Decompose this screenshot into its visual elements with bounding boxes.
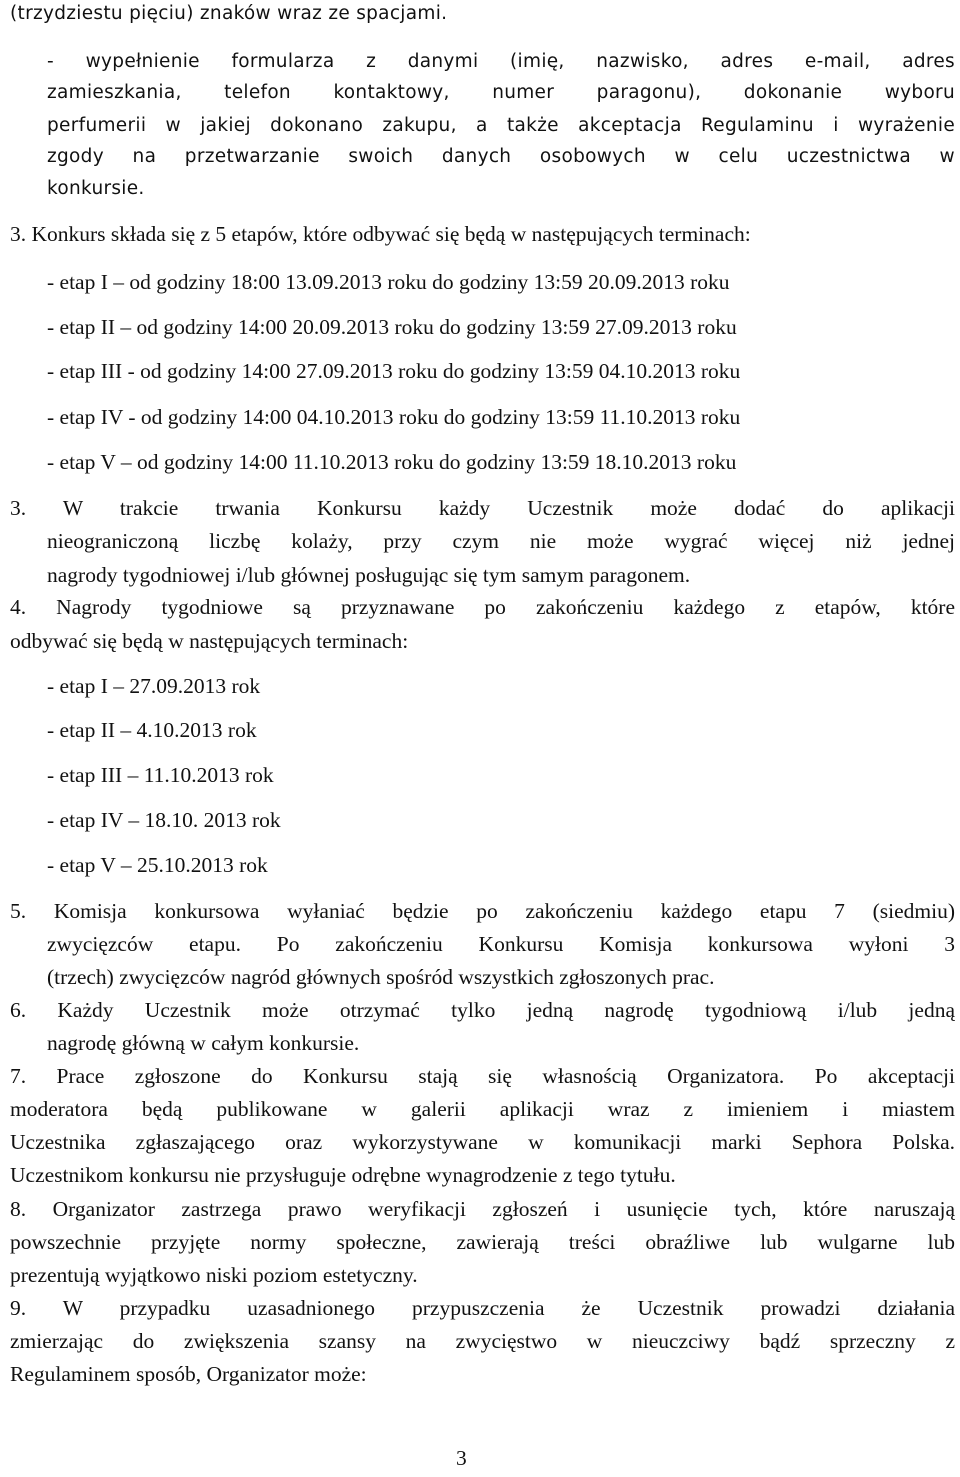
text-line: zmierzając do zwiększenia szansy na zwycięstwo w nieuczciwy bądź sprzeczny z — [10, 1329, 955, 1353]
text-line: Uczestnikom konkursu nie przysługuje odrębne wynagrodzenie z tego tytułu. — [10, 1163, 676, 1187]
text-line: - etap III – 11.10.2013 rok — [47, 763, 274, 787]
text-line: moderatora będą publikowane w galerii aplikacji wraz z imieniem i miastem — [10, 1097, 955, 1121]
text-line: 8. Organizator zastrzega prawo weryfikacji zgłoszeń i usunięcie tych, które naruszają — [10, 1197, 955, 1221]
text-line: - etap I – 27.09.2013 rok — [47, 674, 261, 698]
text-line: zgody na przetwarzanie swoich danych osobowych w celu uczestnictwa w — [47, 146, 955, 167]
text-line: Uczestnika zgłaszającego oraz wykorzystywane w komunikacji marki Sephora Polska. — [10, 1130, 955, 1154]
text-line: - etap IV - od godziny 14:00 04.10.2013 roku do godziny 13:59 11.10.2013 roku — [47, 405, 741, 429]
text-line: powszechnie przyjęte normy społeczne, zawierają treści obraźliwe lub wulgarne lub — [10, 1230, 955, 1254]
text-line: - etap II – od godziny 14:00 20.09.2013 roku do godziny 13:59 27.09.2013 roku — [47, 315, 737, 339]
text-line: prezentują wyjątkowo niski poziom estetyczny. — [10, 1263, 418, 1287]
text-line: nagrodę główną w całym konkursie. — [47, 1031, 360, 1055]
text-line: konkursie. — [47, 178, 145, 199]
text-line: (trzech) zwycięzców nagród głównych spośród wszystkich zgłoszonych prac. — [47, 965, 715, 989]
text-line: odbywać się będą w następujących terminach: — [10, 629, 409, 653]
text-line: - etap V – od godziny 14:00 11.10.2013 roku do godziny 13:59 18.10.2013 roku — [47, 450, 737, 474]
text-line: 3. W trakcie trwania Konkursu każdy Uczestnik może dodać do aplikacji — [10, 496, 955, 520]
page-number: 3 — [456, 1446, 467, 1470]
text-line: perfumerii w jakiej dokonano zakupu, a także akceptacja Regulaminu i wyrażenie — [47, 115, 955, 136]
text-line: - etap IV – 18.10. 2013 rok — [47, 808, 281, 832]
text-line: (trzydziestu pięciu) znaków wraz ze spacjami. — [10, 3, 448, 24]
text-line: - wypełnienie formularza z danymi (imię, nazwisko, adres e-mail, adres — [47, 51, 955, 72]
text-line: Regulaminem sposób, Organizator może: — [10, 1362, 367, 1386]
text-line: 3. Konkurs składa się z 5 etapów, które odbywać się będą w następujących terminach: — [10, 222, 751, 246]
text-line: - etap I – od godziny 18:00 13.09.2013 roku do godziny 13:59 20.09.2013 roku — [47, 270, 730, 294]
text-line: 9. W przypadku uzasadnionego przypuszczenia że Uczestnik prowadzi działania — [10, 1296, 955, 1320]
text-line: 4. Nagrody tygodniowe są przyznawane po zakończeniu każdego z etapów, które — [10, 595, 955, 619]
text-line: 6. Każdy Uczestnik może otrzymać tylko jedną nagrodę tygodniową i/lub jedną — [10, 998, 955, 1022]
text-line: nagrody tygodniowej i/lub głównej posługując się tym samym paragonem. — [47, 563, 691, 587]
text-line: zwycięzców etapu. Po zakończeniu Konkursu Komisja konkursowa wyłoni 3 — [47, 932, 955, 956]
text-line: - etap II – 4.10.2013 rok — [47, 718, 257, 742]
text-line: nieograniczoną liczbę kolaży, przy czym nie może wygrać więcej niż jednej — [47, 529, 955, 553]
text-line: - etap III - od godziny 14:00 27.09.2013 roku do godziny 13:59 04.10.2013 roku — [47, 359, 741, 383]
text-line: 5. Komisja konkursowa wyłaniać będzie po zakończeniu każdego etapu 7 (siedmiu) — [10, 899, 955, 923]
text-line: 7. Prace zgłoszone do Konkursu stają się własnością Organizatora. Po akceptacji — [10, 1064, 955, 1088]
text-line: zamieszkania, telefon kontaktowy, numer paragonu), dokonanie wyboru — [47, 82, 955, 103]
text-line: - etap V – 25.10.2013 rok — [47, 853, 268, 877]
